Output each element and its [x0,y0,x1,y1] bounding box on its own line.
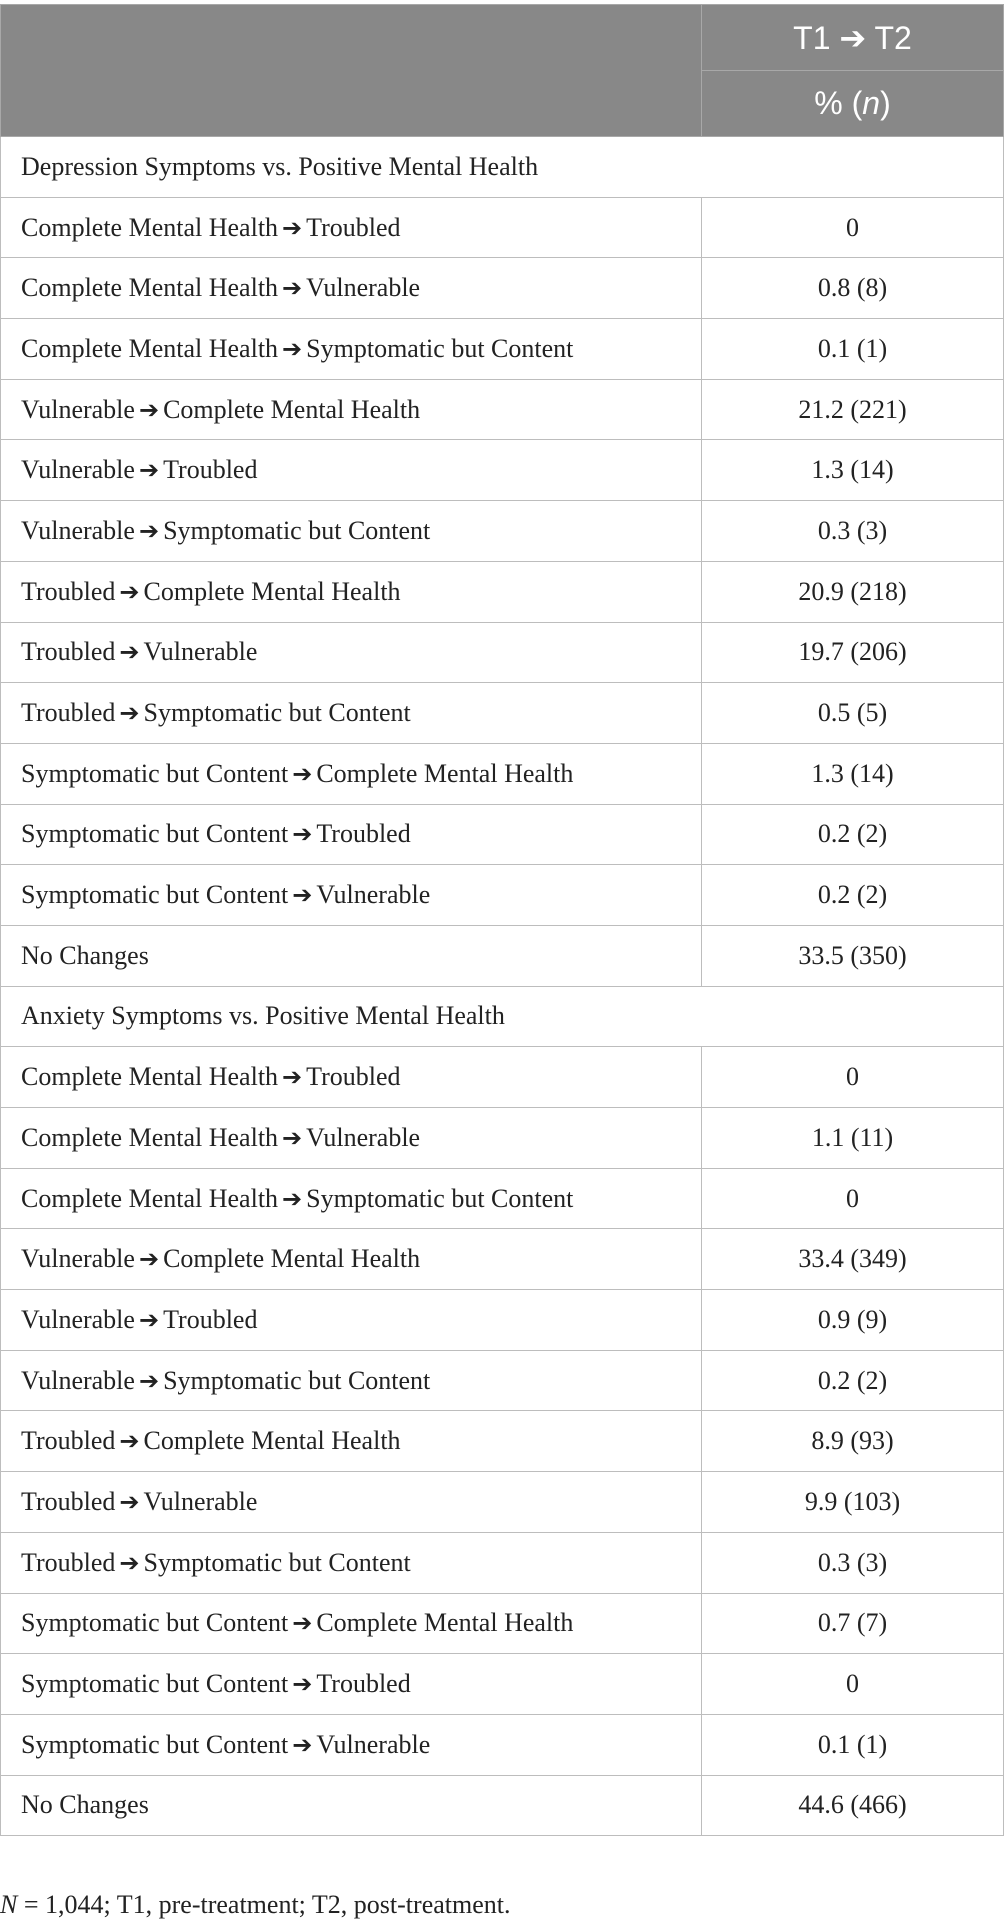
header-percent-n-label [702,71,1004,137]
transition-to: Vulnerable [306,273,421,303]
transition-to: Complete Mental Health [143,576,401,606]
transition-value-cell: 0.8 (8) [702,258,1004,319]
header-time-label: T1 ➔ T2 [702,5,1004,71]
transition-value-cell: 1.3 (14) [702,440,1004,501]
transition-to: Complete Mental Health [316,1608,574,1638]
table-row [1,683,1004,744]
arrow-right-icon: ➔ [138,1245,160,1274]
transition-label-cell [1,1290,702,1351]
transition-from: Troubled [21,1426,116,1456]
table-row [1,561,1004,622]
arrow-right-icon: ➔ [119,577,140,606]
table-row [1,804,1004,865]
transition-from: No Changes [21,1790,149,1820]
transition-label-cell [1,1411,702,1472]
arrow-right-icon: ➔ [282,1184,303,1213]
transition-label-cell [1,1775,702,1836]
transition-value-cell: 44.6 (466) [702,1775,1004,1836]
arrow-right-icon: ➔ [138,1366,160,1395]
transition-from: Vulnerable [21,1304,135,1334]
transition-from: Vulnerable [21,394,135,424]
transition-to: Symptomatic but Content [143,698,411,728]
transition-from: Symptomatic but Content [21,758,289,788]
transition-to: Symptomatic but Content [163,515,431,545]
arrow-right-icon: ➔ [119,1487,140,1516]
transition-from: Complete Mental Health [21,1062,279,1092]
transition-to: Vulnerable [306,1122,421,1152]
transition-to: Complete Mental Health [163,394,421,424]
section-header-row [1,986,1004,1047]
transition-label-cell [1,379,702,440]
table-row [1,379,1004,440]
transition-value-cell: 0.1 (1) [702,319,1004,380]
transition-label-cell [1,1108,702,1169]
arrow-right-icon: ➔ [282,274,303,303]
transition-label-cell [1,743,702,804]
table-row [1,1168,1004,1229]
arrow-right-icon: ➔ [282,334,303,363]
transition-label-cell [1,501,702,562]
arrow-right-icon: ➔ [138,516,160,545]
transition-to: Symptomatic but Content [306,333,574,363]
transition-value-cell: 20.9 (218) [702,561,1004,622]
transition-to: Vulnerable [143,637,258,667]
table-row [1,1654,1004,1715]
transition-label-cell [1,804,702,865]
transition-value-cell: 0.9 (9) [702,1290,1004,1351]
arrow-right-icon: ➔ [119,699,140,728]
transition-from: No Changes [21,940,149,970]
transition-to: Troubled [316,819,411,849]
transition-to: Complete Mental Health [316,758,574,788]
arrow-right-icon: ➔ [119,1548,140,1577]
arrow-right-icon: ➔ [282,213,303,242]
header-sub-italic: n [862,85,881,121]
transition-value-cell: 0 [702,1047,1004,1108]
arrow-right-icon: ➔ [282,1063,303,1092]
arrow-right-icon: ➔ [292,820,313,849]
arrow-right-icon: ➔ [138,1305,160,1334]
transition-to: Troubled [163,455,258,485]
transition-from: Symptomatic but Content [21,1669,289,1699]
transition-to: Troubled [306,1062,401,1092]
transition-value-cell: 0.1 (1) [702,1714,1004,1775]
transition-label-cell [1,561,702,622]
transition-label-cell [1,1047,702,1108]
transition-value-cell: 33.5 (350) [702,925,1004,986]
arrow-right-icon: ➔ [292,1730,313,1759]
table-footnote [0,1890,510,1920]
transition-label-cell [1,440,702,501]
transition-to: Vulnerable [316,880,431,910]
transition-to: Complete Mental Health [163,1244,421,1274]
table-row [1,1472,1004,1533]
transition-label-cell [1,319,702,380]
transition-label-cell [1,1532,702,1593]
transition-from: Vulnerable [21,1365,135,1395]
transition-to: Vulnerable [316,1729,431,1759]
header-row-top [1,5,1004,71]
table-row [1,197,1004,258]
transition-from: Troubled [21,1547,116,1577]
transition-label-cell [1,1472,702,1533]
table-row [1,1108,1004,1169]
transition-label-cell [1,1229,702,1290]
transition-label-cell [1,683,702,744]
transition-label-cell [1,865,702,926]
transition-from: Complete Mental Health [21,1122,279,1152]
transition-from: Troubled [21,576,116,606]
transition-value-cell: 0.2 (2) [702,865,1004,926]
table-row [1,743,1004,804]
header-blank-cell [1,5,702,137]
transition-label-cell [1,1350,702,1411]
transition-from: Troubled [21,1486,116,1516]
section-header-row [1,137,1004,198]
table-row [1,1047,1004,1108]
table-row [1,440,1004,501]
arrow-right-icon: ➔ [119,638,140,667]
arrow-right-icon: ➔ [138,395,160,424]
transition-from: Complete Mental Health [21,1183,279,1213]
arrow-right-icon: ➔ [292,881,313,910]
transition-value-cell: 21.2 (221) [702,379,1004,440]
transition-value-cell: 9.9 (103) [702,1472,1004,1533]
table-row [1,1411,1004,1472]
transition-value-cell: 33.4 (349) [702,1229,1004,1290]
table-row [1,319,1004,380]
header-sub-suffix: ) [880,85,891,121]
table-row [1,1714,1004,1775]
arrow-right-icon: ➔ [292,1609,313,1638]
transition-label-cell [1,197,702,258]
table-row [1,1350,1004,1411]
transition-label-cell [1,1654,702,1715]
transition-table-container [0,4,1003,1836]
table-row [1,1290,1004,1351]
transition-value-cell: 0.5 (5) [702,683,1004,744]
transition-value-cell: 0 [702,197,1004,258]
table-row [1,622,1004,683]
table-row [1,1229,1004,1290]
transition-from: Complete Mental Health [21,273,279,303]
table-body [1,137,1004,1836]
table-row [1,501,1004,562]
transition-to: Troubled [316,1669,411,1699]
arrow-right-icon: ➔ [282,1123,303,1152]
transition-to: Troubled [163,1304,258,1334]
transition-value-cell: 0.3 (3) [702,1532,1004,1593]
table-row [1,865,1004,926]
transition-value-cell: 1.3 (14) [702,743,1004,804]
transition-from: Symptomatic but Content [21,1608,289,1638]
transition-from: Troubled [21,698,116,728]
transition-value-cell: 0 [702,1654,1004,1715]
transition-to: Symptomatic but Content [143,1547,411,1577]
transition-from: Symptomatic but Content [21,1729,289,1759]
section-title: Anxiety Symptoms vs. Positive Mental Health [1,986,1004,1047]
transition-to: Vulnerable [143,1486,258,1516]
transition-to: Symptomatic but Content [163,1365,431,1395]
transition-value-cell: 0.2 (2) [702,1350,1004,1411]
transition-label-cell [1,622,702,683]
transition-value-cell: 0.2 (2) [702,804,1004,865]
arrow-right-icon: ➔ [138,456,160,485]
transition-to: Complete Mental Health [143,1426,401,1456]
transition-value-cell: 0 [702,1168,1004,1229]
transition-from: Vulnerable [21,515,135,545]
transition-table [0,4,1004,1836]
transition-to: Troubled [306,212,401,242]
table-row [1,1593,1004,1654]
arrow-right-icon: ➔ [292,1670,313,1699]
transition-to: Symptomatic but Content [306,1183,574,1213]
transition-from: Complete Mental Health [21,333,279,363]
header-sub-prefix: % ( [814,85,863,121]
transition-label-cell [1,1714,702,1775]
transition-from: Troubled [21,637,116,667]
transition-from: Vulnerable [21,455,135,485]
section-title: Depression Symptoms vs. Positive Mental Health [1,137,1004,198]
table-header [1,5,1004,137]
arrow-right-icon: ➔ [292,759,313,788]
transition-label-cell [1,1593,702,1654]
transition-label-cell [1,925,702,986]
transition-from: Vulnerable [21,1244,135,1274]
table-row [1,925,1004,986]
arrow-right-icon: ➔ [119,1427,140,1456]
footnote-n-symbol: N [0,1890,18,1919]
transition-label-cell [1,1168,702,1229]
table-row [1,1775,1004,1836]
transition-value-cell: 19.7 (206) [702,622,1004,683]
transition-value-cell: 0.7 (7) [702,1593,1004,1654]
footnote-text: = 1,044; T1, pre-treatment; T2, post-treatment. [17,1890,511,1919]
transition-from: Symptomatic but Content [21,880,289,910]
transition-value-cell: 1.1 (11) [702,1108,1004,1169]
table-row [1,258,1004,319]
transition-label-cell [1,258,702,319]
transition-from: Symptomatic but Content [21,819,289,849]
transition-value-cell: 0.3 (3) [702,501,1004,562]
transition-value-cell: 8.9 (93) [702,1411,1004,1472]
table-row [1,1532,1004,1593]
transition-from: Complete Mental Health [21,212,279,242]
